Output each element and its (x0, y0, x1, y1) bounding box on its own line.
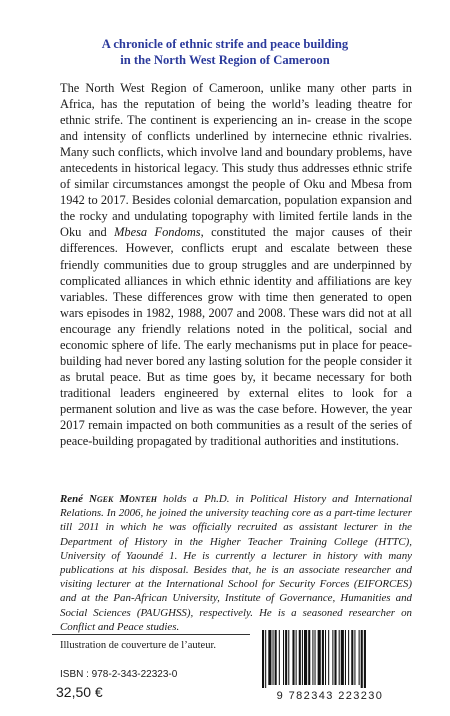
barcode-bar (292, 630, 294, 685)
author-first-name: René (60, 493, 89, 505)
barcode (250, 628, 410, 706)
barcode-bar (318, 630, 321, 685)
barcode-bar (345, 630, 346, 685)
barcode-bar (354, 630, 355, 685)
barcode-bar (351, 630, 353, 685)
barcode-bar (315, 630, 316, 685)
blurb-text (60, 80, 412, 449)
barcode-bar (308, 630, 310, 685)
barcode-bar (285, 630, 287, 685)
title-line-2: in the North West Region of Cameroon (120, 53, 330, 67)
isbn: ISBN : 978-2-343-22323-0 (60, 669, 178, 680)
barcode-bar (348, 630, 349, 685)
barcode-bar (283, 630, 284, 685)
barcode-bar (296, 630, 297, 685)
barcode-bar (279, 630, 280, 685)
book-title (40, 36, 410, 68)
barcode-bar (361, 630, 363, 688)
barcode-bar (341, 630, 344, 685)
barcode-bar (312, 630, 313, 685)
barcode-bar (268, 630, 271, 685)
barcode-bar (334, 630, 336, 685)
barcode-bar (262, 630, 264, 688)
barcode-bar (339, 630, 340, 685)
barcode-bar (302, 630, 303, 685)
blurb-italic-term: Mbesa Fondoms (114, 225, 201, 240)
barcode-bar (359, 630, 360, 685)
barcode-digits: 9 782343 223230 (276, 690, 384, 702)
cover-credit: Illustration de couverture de l’auteur. (60, 640, 216, 651)
author-last-name: Ngek Monteh (89, 493, 158, 505)
author-bio-text: holds a Ph.D. in Political History and International Relations. In 2006, he joined the university teaching core as a part-time lecturer till 2011 in which he was officially recruited as assistant lecturer in the Department of History in the Higher Teacher Training College (HTTC), University of Yaoundé 1. He is currently a lecturer in history with many publications at his disposal. Besides that, he is an associate researcher and visiting lecturer at the International School for Security Forces (EIFORCES) and at the Pan-African University, Institute of Governance, Humanities and Social Sciences (PAUGHSS), respectively. He is a seasoned researcher on Conflict and Peace studies. (60, 493, 412, 633)
blurb-part-1: The North West Region of Cameroon, unlike many other parts in Africa, has the reputation of being the world’s leading theatre for ethnic strife. The continent is experiencing an in- crease in the scope and intensity of conflicts underlined by internecine ethnic rivalries. Many such conflicts, which involve land and boundary problems, have antecedents in historical legacy. This study thus addresses ethnic strife of similar circumstances amongst the people of Oku and Mbesa from 1942 to 2017. Besides colonial demarcation, population expansion and the rocky and undulating topography with limited fertile lands in the Oku and (60, 81, 412, 240)
title-line-1: A chronicle of ethnic strife and peace building (101, 37, 349, 51)
barcode-bar (275, 630, 277, 685)
barcode-bar (299, 630, 301, 685)
author-name (60, 493, 157, 505)
blurb-part-2: , constituted the major causes of their differences. However, conflicts erupt and escalate between these friendly communities due to group struggles and are underpinned by complicated alliances in which ethnic identity and affiliations are key variables. These differences grow with time then generated to open wars episodes in 1982, 1988, 2007 and 2008. These wars did not at all encourage any friendly relations noted in the political, social and economic sphere of life. The early mechanisms put in place for peace- building had never bored any lasting solution for the people consider it as brutal peace. But as time goes by, it became necessary for both traditional leaders engineered by external elites to look for a permanent solution and live as was the case before. However, the year 2017 remain impacted on both communities as a result of the series of peace-building propagated by traditional authorities and institutions. (60, 225, 412, 449)
price: 32,50 € (56, 684, 103, 700)
author-bio (60, 492, 412, 634)
barcode-bars (250, 628, 410, 688)
barcode-bar (332, 630, 333, 685)
barcode-bar (288, 630, 289, 685)
barcode-bar (322, 630, 324, 685)
barcode-bar (304, 630, 307, 685)
barcode-bar (328, 630, 329, 685)
barcode-bar (364, 630, 366, 688)
barcode-bar (265, 630, 266, 688)
barcode-bar (273, 630, 274, 685)
barcode-bar (325, 630, 326, 685)
